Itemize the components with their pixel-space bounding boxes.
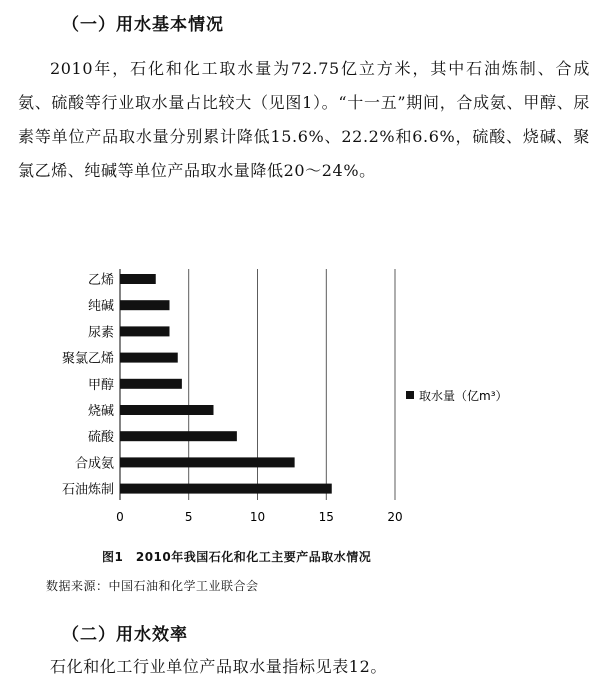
section-heading-water-efficiency: （二）用水效率	[62, 625, 188, 645]
bar-烧碱	[120, 405, 214, 415]
chart-bars	[120, 274, 332, 494]
water-intake-bar-chart	[0, 255, 599, 545]
chart-category-labels	[62, 272, 115, 498]
figure-caption: 图1 2010年我国石化和化工主要产品取水情况	[102, 550, 372, 564]
chart-x-tick-labels	[116, 510, 402, 524]
bar-纯碱	[120, 300, 170, 310]
bar-甲醇	[120, 379, 182, 389]
section-heading-water-use-basics: （一）用水基本情况	[62, 15, 224, 35]
category-label-烧碱: 烧碱	[87, 404, 114, 419]
category-label-尿素: 尿素	[87, 325, 114, 341]
section-paragraph-water-use-basics: 2010年，石化和化工取水量为72.75亿立方米，其中石油炼制、合成氨、硫酸等行业取水量占比较大（见图1）。“十一五”期间，合成氨、甲醇、尿素等单位产品取水量分别累计降低15.6%、22.2%和6.6%，硫酸、烧碱、聚氯乙烯、纯碱等单位产品取水量降低20～24%。	[18, 59, 590, 180]
category-label-乙烯: 乙烯	[87, 273, 114, 288]
category-label-聚氯乙烯: 聚氯乙烯	[61, 351, 114, 367]
bar-合成氨	[120, 457, 295, 467]
x-tick-label-5: 5	[184, 510, 193, 524]
category-label-合成氨: 合成氨	[74, 456, 114, 472]
x-tick-label-20: 20	[387, 510, 403, 524]
bar-聚氯乙烯	[120, 353, 178, 363]
category-label-甲醇: 甲醇	[87, 377, 114, 393]
section-paragraph-water-efficiency: 石化和化工行业单位产品取水量指标见表12。	[50, 657, 387, 676]
x-tick-label-10: 10	[249, 510, 266, 524]
figure-source: 数据来源：中国石油和化学工业联合会	[46, 579, 259, 593]
legend-swatch	[406, 391, 414, 399]
legend-label: 取水量（亿m³）	[419, 389, 508, 403]
chart-legend	[406, 388, 508, 403]
x-tick-label-15: 15	[318, 510, 334, 524]
category-label-石油炼制: 石油炼制	[61, 482, 114, 498]
bar-石油炼制	[120, 484, 332, 494]
category-label-纯碱: 纯碱	[87, 299, 114, 315]
bar-硫酸	[120, 431, 237, 441]
category-label-硫酸: 硫酸	[87, 430, 114, 446]
x-tick-label-0: 0	[116, 510, 124, 524]
bar-乙烯	[120, 274, 156, 284]
bar-尿素	[120, 326, 170, 336]
